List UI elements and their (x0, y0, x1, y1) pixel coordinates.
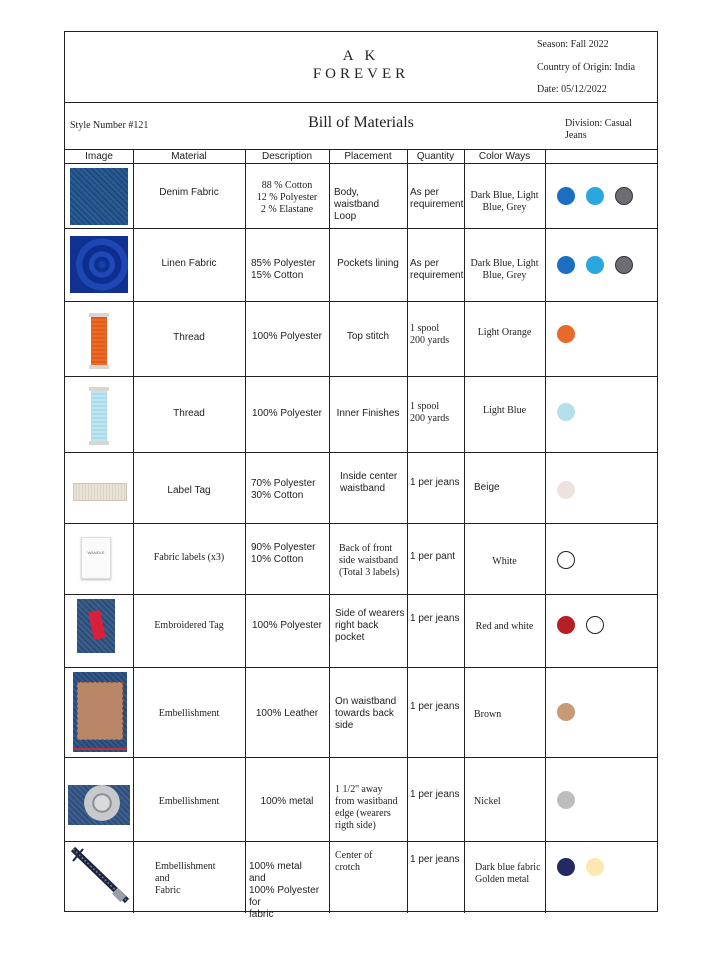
material-cell: Fabric labels (x3) (153, 552, 225, 563)
quantity-cell: 1 per jeans (410, 613, 460, 624)
color-ways-cell: White (492, 556, 517, 567)
color-swatch (586, 187, 604, 205)
page-title: Bill of Materials (308, 114, 414, 131)
material-cell: Embroidered Tag (154, 620, 224, 631)
light-blue-thread-spool-icon (89, 387, 109, 445)
color-ways-cell: Red and white (475, 621, 534, 632)
description-cell: 70% Polyester 30% Cotton (251, 478, 316, 501)
description-cell: 88 % Cotton 12 % Polyester 2 % Elastane (256, 180, 318, 215)
quantity-cell: 1 per jeans (410, 789, 460, 800)
placement-cell: Top stitch (346, 331, 390, 342)
quantity-cell: 1 spool 200 yards (410, 323, 450, 346)
color-ways-cell: Dark Blue, Light Blue, Grey (470, 258, 539, 281)
date-label: Date: 05/12/2022 (537, 84, 607, 95)
column-header-placement: Placement (344, 151, 392, 162)
placement-cell: On waistband towards back side (335, 696, 397, 731)
color-swatch (557, 791, 575, 809)
header-divider (65, 102, 657, 103)
brand-line-2: FOREVER (312, 66, 410, 82)
leather-patch-icon (73, 672, 127, 752)
row-divider (65, 301, 657, 302)
column-divider (407, 149, 408, 913)
color-ways-cell: Brown (474, 709, 502, 720)
linen-fabric-swatch-icon (70, 236, 128, 293)
placement-cell: Pockets lining (337, 258, 399, 269)
material-cell: Denim Fabric (159, 187, 219, 198)
material-cell: Embellishment and Fabric (155, 861, 216, 896)
description-cell: 100% Polyester (251, 331, 323, 342)
column-divider (545, 149, 546, 913)
material-cell: Thread (173, 408, 205, 419)
column-header-description: Description (261, 151, 313, 162)
color-swatch (586, 616, 604, 634)
row-divider (65, 228, 657, 229)
color-swatch (557, 858, 575, 876)
color-swatch (557, 325, 575, 343)
description-cell: 85% Polyester 15% Cotton (251, 258, 316, 281)
material-cell: Thread (173, 332, 205, 343)
zipper-graphic (69, 847, 131, 905)
color-swatch (586, 256, 604, 274)
color-swatch (557, 403, 575, 421)
placement-cell: Body, waistband Loop (334, 187, 380, 222)
row-divider (65, 594, 657, 595)
quantity-cell: 1 per jeans (410, 477, 460, 488)
quantity-cell: 1 spool 200 yards (410, 401, 450, 424)
column-header-quantity: Quantity (416, 151, 455, 162)
color-ways-cell: Nickel (474, 796, 501, 807)
placement-cell: Center of crotch (335, 850, 373, 873)
bill-of-materials-sheet (64, 31, 658, 920)
quantity-cell: 1 per jeans (410, 854, 460, 865)
row-divider (65, 376, 657, 377)
column-header-divider (65, 163, 657, 164)
embroidered-tag-icon (77, 599, 115, 653)
metal-button-icon (68, 785, 130, 825)
color-swatch (557, 616, 575, 634)
row-divider (65, 757, 657, 758)
color-swatch (557, 551, 575, 569)
row-divider (65, 841, 657, 842)
row-divider (65, 452, 657, 453)
placement-cell: Inside center waistband (340, 471, 398, 494)
division-label: Division: Casual Jeans (565, 118, 632, 141)
color-swatch (586, 858, 604, 876)
description-cell: 100% metal and 100% Polyester for fabric (249, 861, 320, 920)
color-swatch (557, 481, 575, 499)
fabric-label-text: WANDLE (87, 550, 105, 555)
color-ways-cell: Light Blue (482, 405, 527, 416)
description-cell: 100% Polyester (251, 620, 323, 631)
origin-label: Country of Origin: India (537, 62, 636, 73)
description-cell: 100% metal (260, 796, 314, 807)
quantity-cell: As per requirement (410, 187, 464, 210)
material-cell: Embellishment (158, 708, 220, 719)
description-cell: 100% Polyester (251, 408, 323, 419)
column-header-image: Image (85, 151, 113, 162)
placement-cell: 1 1/2'' away from wasitband edge (wearers rigth side) (335, 784, 398, 831)
row-divider (65, 667, 657, 668)
fabric-label-icon (81, 537, 111, 579)
color-ways-cell: Light Orange (477, 327, 532, 338)
color-swatch (557, 256, 575, 274)
color-swatch (557, 187, 575, 205)
placement-cell: Back of front side waistband (Total 3 labels) (339, 543, 400, 578)
description-cell: 90% Polyester 10% Cotton (251, 542, 316, 565)
material-cell: Label Tag (167, 485, 211, 496)
quantity-cell: As per requirement (410, 258, 464, 281)
color-swatch (615, 256, 633, 274)
row-divider (65, 523, 657, 524)
denim-fabric-swatch-icon (70, 168, 128, 225)
column-header-material: Material (171, 151, 207, 162)
material-cell: Embellishment (158, 796, 220, 807)
quantity-cell: 1 per pant (410, 551, 456, 562)
material-cell: Linen Fabric (161, 258, 217, 269)
color-swatch (557, 703, 575, 721)
column-header-color-ways: Color Ways (478, 151, 531, 162)
season-label: Season: Fall 2022 (537, 39, 609, 50)
quantity-cell: 1 per jeans (410, 701, 460, 712)
color-swatch (615, 187, 633, 205)
color-ways-cell: Dark blue fabric Golden metal (475, 862, 541, 885)
brand-line-1: A K (342, 48, 380, 64)
beige-label-tag-icon (73, 483, 127, 501)
description-cell: 100% Leather (255, 708, 319, 719)
style-number: Style Number #121 (70, 120, 149, 131)
placement-cell: Side of wearers right back pocket (335, 608, 405, 643)
color-ways-cell: Beige (474, 482, 500, 493)
zipper-icon (69, 847, 131, 905)
color-ways-cell: Dark Blue, Light Blue, Grey (470, 190, 539, 213)
title-divider (65, 149, 657, 150)
orange-thread-spool-icon (89, 313, 109, 369)
placement-cell: Inner Finishes (336, 408, 400, 419)
